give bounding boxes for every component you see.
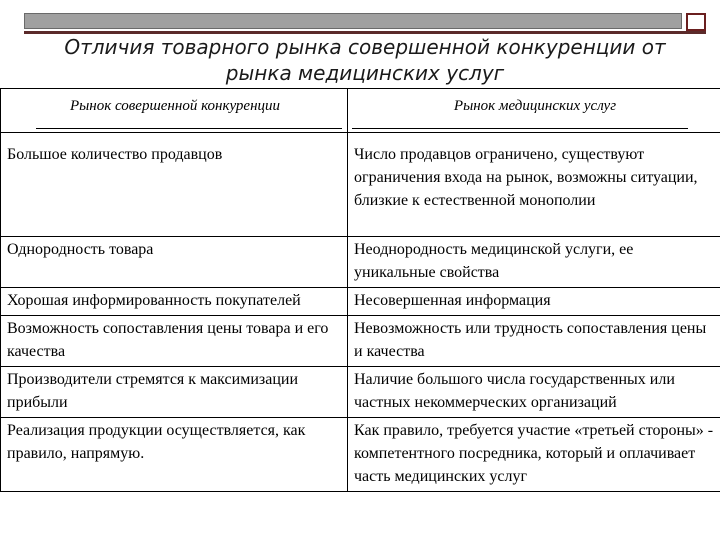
table-header-row: [1, 89, 720, 133]
header-underline-right: [352, 128, 688, 129]
table-cell: Наличие большого числа государственных или частных некоммерческих организаций: [348, 367, 720, 418]
table-row: [1, 288, 720, 316]
slide-title: Отличия товарного рынка совершенной конкуренции от рынка медицинских услуг: [64, 35, 666, 85]
table-cell: Реализация продукции осуществляется, как правило, напрямую.: [1, 418, 348, 492]
table-row: [1, 418, 720, 492]
table-cell: Несовершенная информация: [348, 288, 720, 316]
table-cell: Однородность товара: [1, 237, 348, 288]
table-cell: Невозможность или трудность сопоставления цены и качества: [348, 316, 720, 367]
table-cell: Неоднородность медицинской услуги, ее уникальные свойства: [348, 237, 720, 288]
column-header-medical-services: Рынок медицинских услуг: [348, 89, 720, 133]
table-cell: Производители стремятся к максимизации прибыли: [1, 367, 348, 418]
header-decor-square: [686, 13, 706, 31]
table-cell: Хорошая информированность покупателей: [1, 288, 348, 316]
table-cell: Большое количество продавцов: [1, 133, 348, 237]
header-decor-bar: [24, 13, 682, 29]
table-row: [1, 316, 720, 367]
table-cell: Возможность сопоставления цены товара и его качества: [1, 316, 348, 367]
table-row: [1, 367, 720, 418]
table-cell: Число продавцов ограничено, существуют ограничения входа на рынок, возможны ситуации, близкие к естественной монополии: [348, 133, 720, 237]
column-header-perfect-competition: Рынок совершенной конкуренции: [1, 89, 348, 133]
table-cell: Как правило, требуется участие «третьей стороны» - компетентного посредника, который и оплачивает часть медицинских услуг: [348, 418, 720, 492]
header-underline-left: [36, 128, 342, 129]
comparison-table: [0, 88, 720, 492]
table-row: [1, 133, 720, 237]
table-row: [1, 237, 720, 288]
